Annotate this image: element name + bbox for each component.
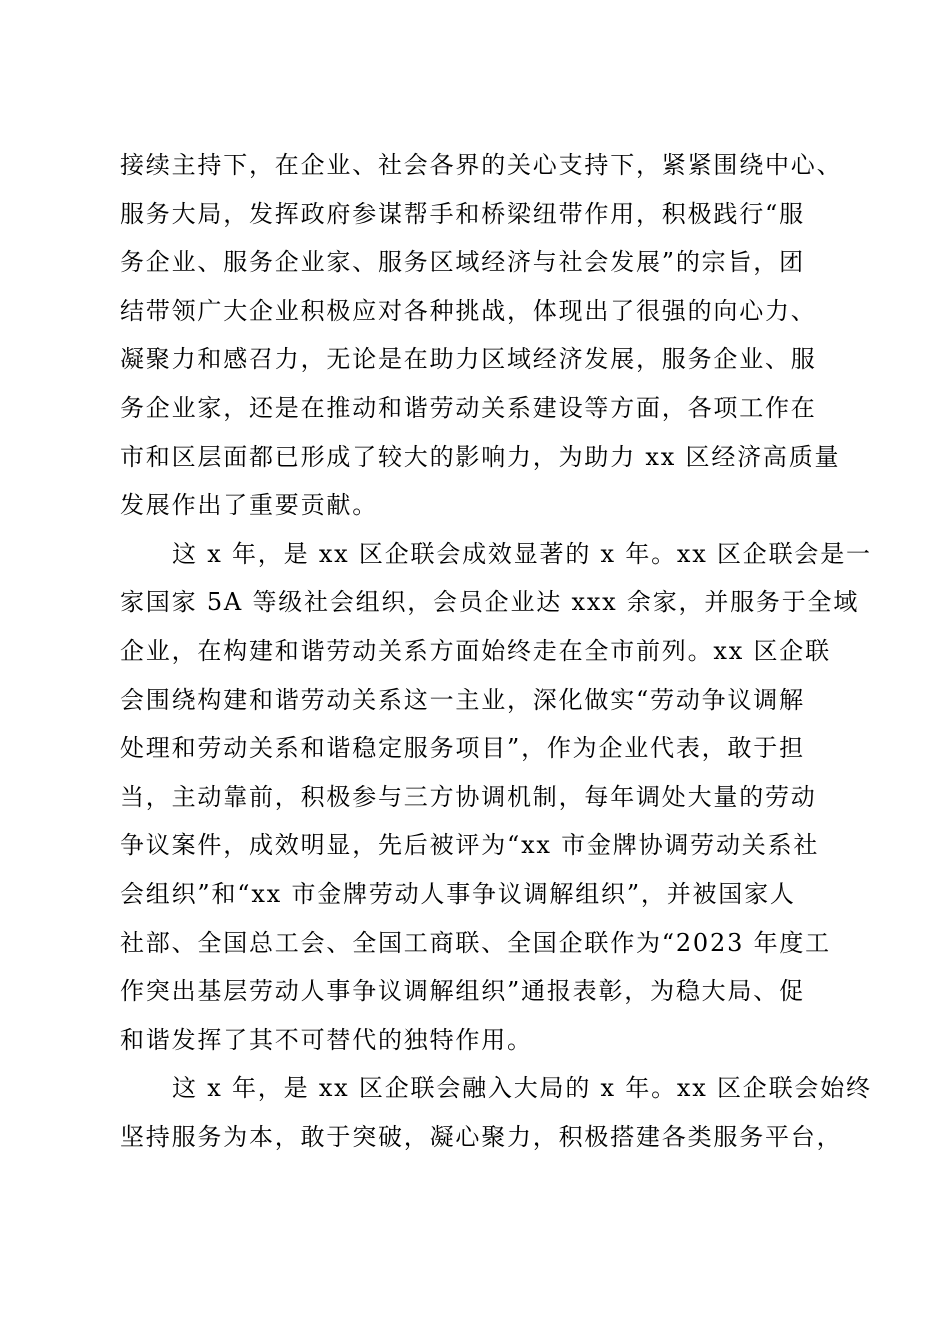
paragraph-2 — [120, 530, 872, 1065]
text-line: 务企业、服务企业家、服务区域经济与社会发展”的宗旨，团 — [120, 248, 805, 277]
text-line: 这 x 年，是 xx 区企联会融入大局的 x 年。xx 区企联会始终 — [172, 1074, 872, 1103]
text-line: 和谐发挥了其不可替代的独特作用。 — [120, 1025, 533, 1054]
text-line: 企业，在构建和谐劳动关系方面始终走在全市前列。xx 区企联 — [120, 636, 831, 665]
text-line: 会组织”和“xx 市金牌劳动人事争议调解组织”，并被国家人 — [120, 879, 796, 908]
text-line: 坚持服务为本，敢于突破，凝心聚力，积极搭建各类服务平台， — [120, 1122, 843, 1151]
text-line: 凝聚力和感召力，无论是在助力区域经济发展，服务企业、服 — [120, 345, 817, 374]
text-line: 争议案件，成效明显，先后被评为“xx 市金牌协调劳动关系社 — [120, 831, 820, 860]
text-line: 接续主持下，在企业、社会各界的关心支持下，紧紧围绕中心、 — [120, 151, 843, 179]
text-line: 家国家 5A 等级社会组织，会员企业达 xxx 余家，并服务于全域 — [120, 588, 860, 617]
text-line: 这 x 年，是 xx 区企联会成效显著的 x 年。xx 区企联会是一 — [172, 539, 872, 568]
text-line: 处理和劳动关系和谐稳定服务项目”，作为企业代表，敢于担 — [120, 734, 805, 763]
text-line: 服务大局，发挥政府参谋帮手和桥梁纽带作用，积极践行“服 — [120, 199, 805, 228]
text-line: 市和区层面都已形成了较大的影响力，为助力 xx 区经济高质量 — [120, 442, 841, 471]
text-line: 发展作出了重要贡献。 — [120, 491, 378, 520]
text-line: 务企业家，还是在推动和谐劳动关系建设等方面，各项工作在 — [120, 393, 817, 422]
text-line: 社部、全国总工会、全国工商联、全国企联作为“2023 年度工 — [120, 928, 831, 957]
paragraph-3 — [120, 1064, 872, 1161]
document-body — [120, 141, 872, 1161]
paragraph-1 — [120, 141, 843, 530]
text-line: 当，主动靠前，积极参与三方协调机制，每年调处大量的劳动 — [120, 782, 817, 811]
text-line: 作突出基层劳动人事争议调解组织”通报表彰，为稳大局、促 — [120, 977, 805, 1006]
text-line: 结带领广大企业积极应对各种挑战，体现出了很强的向心力、 — [120, 296, 817, 325]
text-line: 会围绕构建和谐劳动关系这一主业，深化做实“劳动争议调解 — [120, 685, 805, 714]
